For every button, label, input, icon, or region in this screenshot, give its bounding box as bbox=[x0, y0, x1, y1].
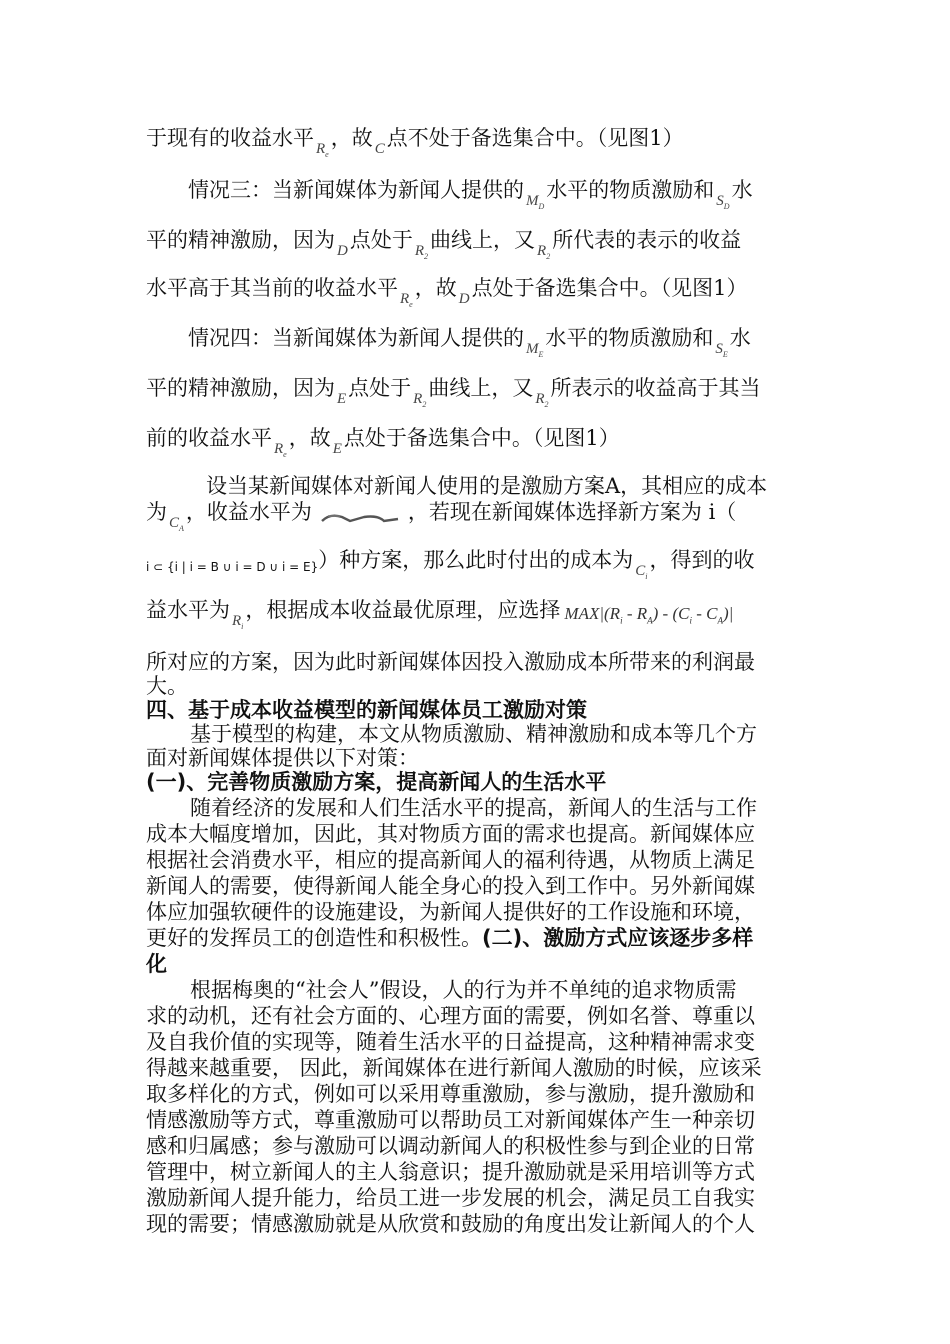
math-symbol: R2 bbox=[535, 391, 549, 409]
math-symbol: C bbox=[374, 141, 385, 157]
text-run: 于现有的收益水平 bbox=[146, 126, 314, 150]
text-line bbox=[146, 596, 811, 633]
text-run: ，根据成本收益最优原理，应选择 bbox=[245, 598, 561, 622]
text-line bbox=[146, 226, 811, 263]
text-line bbox=[146, 176, 811, 213]
math-symbol: Re bbox=[316, 141, 329, 159]
text-line: 新闻人的需要，使得新闻人能全身心的投入到工作中。另外新闻媒 bbox=[146, 874, 755, 898]
text-line: 得越来越重要， 因此，新闻媒体在进行新闻人激励的时候，应该采 bbox=[146, 1056, 762, 1080]
text-run: 点处于备选集合中。（见图1） bbox=[343, 426, 620, 450]
text-line bbox=[146, 124, 811, 161]
math-symbol: E bbox=[332, 441, 342, 457]
math-symbol: CA bbox=[169, 515, 184, 533]
math-symbol: Ci bbox=[635, 563, 648, 581]
text-line: 及自我价值的实现等，随着生活水平的日益提高，这种精神需求变 bbox=[146, 1030, 755, 1054]
text-line: 面对新闻媒体提供以下对策： bbox=[146, 746, 419, 770]
math-symbol: R2 bbox=[413, 391, 427, 409]
math-symbol: R2 bbox=[537, 243, 551, 261]
text-run: 为 bbox=[146, 500, 167, 524]
text-line: 管理中，树立新闻人的主人翁意识；提升激励就是采用培训等方式 bbox=[146, 1160, 755, 1184]
math-symbol: SE bbox=[715, 341, 728, 359]
text-run: ，收益水平为 bbox=[185, 500, 312, 524]
text-run: 水平高于其当前的收益水平 bbox=[146, 276, 398, 300]
text-run: 点处于备选集合中。（见图1） bbox=[471, 276, 748, 300]
text-run: ，得到的收 bbox=[649, 548, 755, 572]
text-run: 水 bbox=[731, 178, 753, 202]
text-line: 根据社会消费水平，相应的提高新闻人的福利待遇，从物质上满足 bbox=[146, 848, 755, 872]
section-heading: 四、基于成本收益模型的新闻媒体员工激励对策 bbox=[146, 698, 587, 722]
math-symbol: E bbox=[337, 391, 347, 407]
text-line bbox=[146, 498, 811, 535]
text-line: 现的需要；情感激励就是从欣赏和鼓励的角度出发让新闻人的个人 bbox=[146, 1212, 755, 1236]
text-run: 水平的物质激励和 bbox=[545, 326, 714, 350]
text-run: 平的精神激励，因为 bbox=[146, 376, 335, 400]
max-formula: $MAX|(R_i - R_A) - (C_i - C_A)|$ bbox=[564, 604, 734, 626]
text-run: ）种方案，那么此时付出的成本为 bbox=[318, 548, 634, 572]
math-symbol: Re bbox=[274, 441, 287, 459]
text-line: 激励新闻人提升能力，给员工进一步发展的机会，满足员工自我实 bbox=[146, 1186, 755, 1210]
subsection-heading: (二)、激励方式应该逐步多样 bbox=[482, 926, 754, 950]
text-run: 前的收益水平 bbox=[146, 426, 272, 450]
math-symbol: Ri bbox=[232, 613, 244, 631]
text-run: 设当某新闻媒体对新闻人使用的是激励方案A，其相应的成本 bbox=[206, 474, 768, 498]
text-line: 感和归属感；参与激励可以调动新闻人的积极性参与到企业的日常 bbox=[146, 1134, 755, 1158]
text-line bbox=[146, 324, 811, 361]
subsection-heading-cont: 化 bbox=[146, 952, 167, 976]
text-line: 体应加强软硬件的设施建设，为新闻人提供好的工作设施和环境， bbox=[146, 900, 755, 924]
text-run: 益水平为 bbox=[146, 598, 230, 622]
text-line: 基于模型的构建，本文从物质激励、精神激励和成本等几个方 bbox=[190, 722, 757, 746]
text-run: 所代表的表示的收益 bbox=[552, 228, 742, 252]
math-symbol: D bbox=[337, 243, 348, 259]
text-line bbox=[146, 374, 811, 411]
text-run: ，故 bbox=[414, 276, 457, 300]
text-run: 所对应的方案，因为此时新闻媒体因投入激励成本所带来的利润最 bbox=[146, 650, 755, 674]
set-notation: i ⊂ {i | i = B ∪ i = D ∪ i = E} bbox=[146, 560, 319, 574]
blurred-formula-image bbox=[320, 511, 400, 525]
math-symbol: ME bbox=[526, 341, 544, 359]
text-run: ，若现在新闻媒体选择新方案为 i（ bbox=[407, 500, 737, 524]
text-run: 大。 bbox=[146, 674, 188, 698]
text-run: 情况四：当新闻媒体为新闻人提供的 bbox=[188, 326, 524, 350]
text-line bbox=[146, 274, 811, 311]
math-symbol: R2 bbox=[414, 243, 429, 261]
text-line bbox=[146, 546, 811, 583]
text-line: 随着经济的发展和人们生活水平的提高，新闻人的生活与工作 bbox=[190, 796, 757, 820]
text-line: 取多样化的方式，例如可以采用尊重激励，参与激励，提升激励和 bbox=[146, 1082, 755, 1106]
text-run: 平的精神激励，因为 bbox=[146, 228, 335, 252]
math-symbol: SD bbox=[716, 193, 730, 211]
text-run: ，故 bbox=[330, 126, 373, 150]
subsection-heading: (一)、完善物质激励方案，提高新闻人的生活水平 bbox=[146, 770, 607, 794]
math-symbol: MD bbox=[526, 193, 545, 211]
text-run: 点处于 bbox=[349, 228, 413, 252]
text-run: 更好的发挥员工的创造性和积极性。 bbox=[146, 926, 482, 950]
math-symbol: D bbox=[458, 291, 470, 307]
text-line: 求的动机，还有社会方面的、心理方面的需要，例如名誉、尊重以 bbox=[146, 1004, 755, 1028]
text-run: 所表示的收益高于其当 bbox=[550, 376, 761, 400]
text-line: 根据梅奥的“社会人”假设，人的行为并不单纯的追求物质需 bbox=[190, 978, 737, 1002]
text-line bbox=[146, 924, 811, 952]
text-run: 点处于 bbox=[348, 376, 412, 400]
text-run: 曲线上，又 bbox=[430, 228, 536, 252]
text-run: 水 bbox=[729, 326, 751, 350]
text-line: 成本大幅度增加，因此，其对物质方面的需求也提高。新闻媒体应 bbox=[146, 822, 755, 846]
text-line bbox=[146, 472, 811, 500]
text-line bbox=[146, 424, 811, 461]
text-run: ，故 bbox=[288, 426, 331, 450]
math-symbol: Re bbox=[400, 291, 413, 309]
text-run: 曲线上，又 bbox=[428, 376, 534, 400]
text-run: 情况三：当新闻媒体为新闻人提供的 bbox=[188, 178, 524, 202]
text-line: 情感激励等方式，尊重激励可以帮助员工对新闻媒体产生一种亲切 bbox=[146, 1108, 755, 1132]
text-run: 水平的物质激励和 bbox=[546, 178, 715, 202]
text-run: 点不处于备选集合中。（见图1） bbox=[386, 126, 684, 150]
